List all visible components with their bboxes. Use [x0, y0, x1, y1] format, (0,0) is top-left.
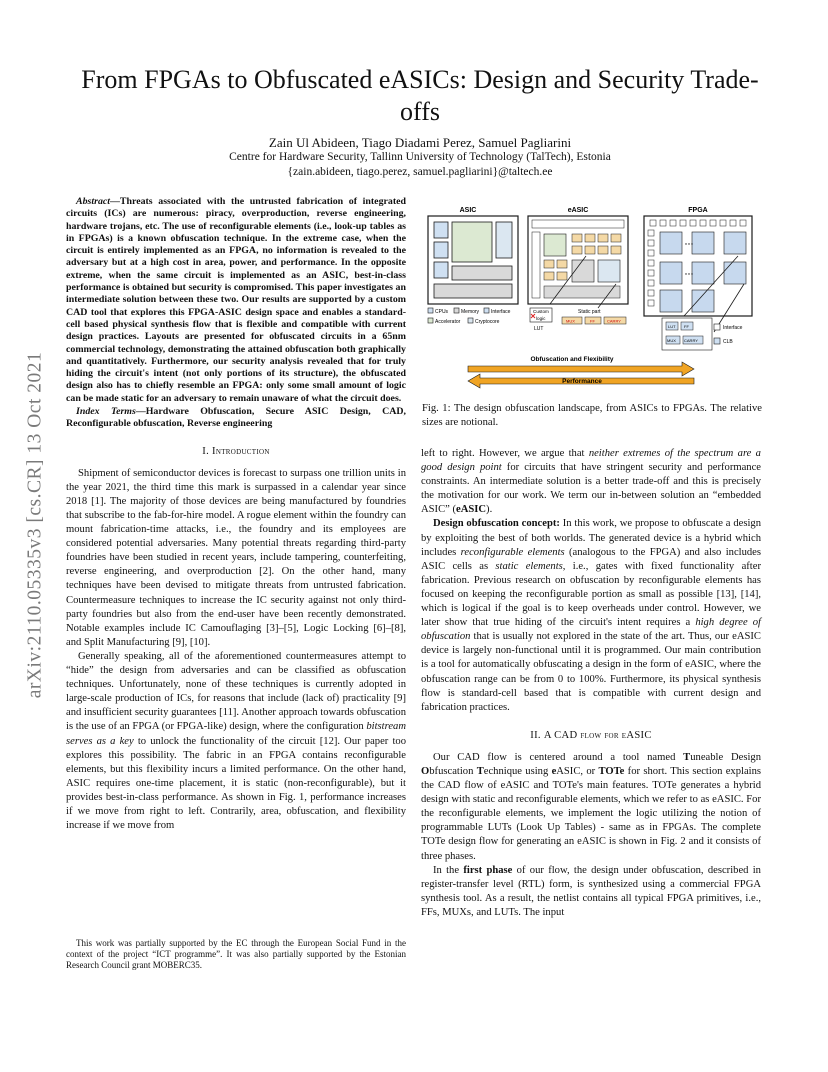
asic-legend	[428, 308, 511, 325]
io-pad	[670, 220, 676, 226]
svg-text:Static part: Static part	[578, 309, 601, 315]
design-obfuscation-concept-paragraph	[421, 517, 761, 714]
text-run-italic: neither extremes of the spectrum are a good design point	[421, 448, 761, 474]
svg-text:Accelerator: Accelerator	[435, 319, 461, 325]
section-number: II.	[530, 729, 544, 741]
section-title: Introduction	[212, 445, 270, 457]
text-run-bold: eASIC	[456, 504, 487, 516]
obfuscation-arrow	[468, 362, 694, 376]
footnote: This work was partially supported by the EC through the European Social Fund in the context of the project “ICT programme”. It was also partially supported by the Estonian Research Council grant MOBERC35.	[66, 938, 406, 971]
io-pad	[648, 230, 654, 236]
ellipsis-dot	[688, 243, 689, 244]
clb-block	[660, 290, 682, 312]
svg-text:CLB: CLB	[723, 339, 733, 345]
intro-paragraph-1: Shipment of semiconductor devices is forecast to surpass one trillion units in the year 2021, the third time this mark is surpassed in a calendar year since 2018 [1]. The majority of those devices are being manufactured by foundries that subscribe to the fab-for-hire model. A rogue element within the foundry can mount fabrication-time attacks, i.e., the foundry and its employees are considered potential adversaries. Many potential threats regarding third-party foundries have been studied in recent years, include tampering, counterfeiting, reverse engineering, and overproduction [2]. On the other hand, many techniques have been devised to mitigate threats from untrusted fabrication. Countermeasure techniques to increase the IC security against not only third-party foundries but also from the end-user have been recently demonstrated. Notable examples include IC Camouflaging [3]–[5], Logic Locking [6]–[8], and Split Manufacturing [9], [10].	[66, 467, 406, 648]
abstract	[66, 196, 406, 405]
right-column	[421, 447, 761, 920]
paper-authors: Zain Ul Abideen, Tiago Diadami Perez, Samuel Pagliarini	[268, 135, 572, 150]
cad-flow-paragraph	[421, 751, 761, 864]
io-pad	[648, 270, 654, 276]
svg-text:MUX: MUX	[667, 338, 676, 343]
svg-text:Custom: Custom	[533, 309, 549, 314]
text-run: In the	[433, 864, 464, 876]
clb-block	[692, 290, 714, 312]
text-run: echnique using	[483, 765, 552, 777]
abstract-lead: Abstract	[76, 196, 111, 207]
svg-text:CARRY: CARRY	[607, 318, 621, 324]
text-run-bold: e	[551, 765, 557, 777]
text-run-italic: reconfigurable elements	[460, 546, 565, 558]
left-column	[66, 196, 406, 833]
text-run: (analogous to the FPGA) and also includes ASIC cells as	[421, 546, 762, 572]
paper-title: From FPGAs to Obfuscated eASICs: Design and Security Trade-offs	[81, 65, 759, 126]
io-pad	[700, 220, 706, 226]
text-run: for short. This section explains the CAD flow of eASIC and TOTe's main features. TOTe generates a hybrid design with static and reconfigurable elements, which we refer to as eASIC. For the reconfigurable elements, we implement the logic utilizing the notion of programmable LUTs (Look Up Tables) - same as in FPGAs. The complete TOTe design flow for generating an eASIC is shown in Fig. 2 and it consists of three phases.	[421, 765, 762, 862]
clb-block	[660, 232, 682, 254]
right-paragraph-1	[421, 447, 761, 517]
clb-block	[692, 262, 714, 284]
text-run: , i.e., gates with fixed functionality after fabrication. Previous research on obfuscation by reconfigurable elements has focused on keeping the reconfigurable portion as small as possible [13], [14], which is logical if the goal is to keep overheads under control. However, we later show that true hiding of the circuit's intent requires a	[421, 560, 761, 629]
arxiv-identifier	[20, 295, 50, 755]
svg-text:Memory: Memory	[461, 309, 480, 315]
text-run: that is usually not explored in the state of the art. Thus, our eASIC device is largely non-functional until it is programmed. Our main contribution is a tool for automatically obfuscating a design in the form of eASIC, where the obfuscation range can be from 0 to 100%. Furthermore, its physical synthesis flow is standard-cell based that is compatible with current design and fabrication practices.	[421, 631, 761, 713]
io-pad	[730, 220, 736, 226]
svg-text:Interface: Interface	[723, 325, 743, 331]
text-run: ASIC, or	[556, 765, 599, 777]
text-run: left to right. However, we argue that	[421, 448, 589, 459]
clb-block	[660, 262, 682, 284]
first-phase-paragraph	[421, 864, 761, 920]
text-run: In this work, we propose to obfuscate a design by exploiting the best of both worlds. The generated device is a hybrid which includes	[421, 518, 761, 558]
intro-paragraph-2	[66, 650, 406, 833]
io-pad	[648, 250, 654, 256]
svg-text:CPUs: CPUs	[435, 309, 449, 315]
text-run: of our flow, the design under obfuscation, described in register-transfer level (RTL) form, is synthesized using a commercial FPGA synthesis tool. As a result, the netlist contains all typical FPGA primitives, i.e., FFs, MUXs, and LUTs. The input	[421, 864, 761, 918]
text-run-bold: O	[421, 765, 430, 777]
easic-labels	[530, 308, 626, 332]
fpga-detail	[662, 318, 743, 350]
svg-text:LUT: LUT	[668, 324, 676, 329]
text-run-italic: static elements	[495, 560, 563, 572]
io-pad	[648, 280, 654, 286]
io-pad	[648, 290, 654, 296]
io-pad	[660, 220, 666, 226]
ellipsis-dot	[685, 243, 686, 244]
clb-block	[724, 232, 746, 254]
arxiv-id-text: arXiv:2110.05335v3 [cs.CR] 13 Oct 2021	[24, 351, 45, 699]
io-pad	[740, 220, 746, 226]
io-pad	[648, 260, 654, 266]
abstract-text: —Threats associated with the untrusted fabrication of integrated circuits (ICs) are numerous: piracy, overproduction, reverse engineering, hardware trojans, etc. The use of reconfigurable elements (i.e., look-up tables as in FPGAs) is a known obfuscation technique. In the extreme case, when the circuit is entirely implemented as an FPGA, no information is revealed to the adversary but at a high cost in area, power, and performance. In the opposite extreme, when the same circuit is implemented as an ASIC, best-in-class performance is obtained but security is compromised. This paper investigates an intermediate solution between these two. Our results are supported by a custom CAD tool that explores this FPGA-ASIC design space and enables a standard-cell based physical synthesis flow that is flexible and compatible with current design practices. Layouts are presented for obfuscated circuits in a 65nm commercial technology, demonstrating the attained obfuscation both graphically and quantitatively. Furthermore, our security analysis revealed that for truly hiding the circuit's intent (not only portions of its structure), the obfuscated design also has to chiefly resemble an FPGA: only some small amount of logic can be made static for an adversary to remain unaware of what the circuit does.	[66, 196, 406, 404]
figure-1-caption: Fig. 1: The design obfuscation landscape, from ASICs to FPGAs. The relative sizes are notional.	[422, 403, 762, 428]
text-run: bfuscation	[429, 765, 477, 777]
clb-block	[724, 262, 746, 284]
svg-text:Interface: Interface	[491, 309, 511, 315]
ellipsis-dot	[691, 273, 692, 274]
text-run: for circuits that have stringent security and performance constraints. An intermediate solution is a better trade-off and this is precisely the motivation for our work. We term our in-between solution an “embedded ASIC” (	[421, 462, 762, 516]
text-run: ).	[486, 504, 493, 516]
text-run-bold: Design obfuscation concept:	[433, 518, 560, 530]
index-terms-lead: Index Terms	[76, 406, 136, 418]
svg-text:FF: FF	[684, 324, 689, 329]
easic-label: eASIC	[567, 207, 589, 214]
index-terms	[66, 406, 406, 431]
text-run-bold: TOTe	[598, 765, 625, 777]
text-run: Generally speaking, all of the aforementioned countermeasures attempt to “hide” the design from adversaries and can be classified as obfuscation techniques. Unfortunately, none of these techniques is currently adopted in large-scale production of ICs, for reasons that include (lack of) practicality [9] and insufficient security guarantees [11]. Another approach towards obfuscation is the use of an FPGA (or FPGA-like) design, where the configuration	[66, 650, 406, 733]
section-heading-cad-flow	[421, 729, 761, 743]
text-run-bold: T	[683, 751, 691, 763]
text-run-bold: first phase	[463, 864, 513, 876]
asic-label: ASIC	[459, 207, 477, 214]
obfuscation-landscape-diagram	[422, 204, 762, 396]
io-pad	[648, 300, 654, 306]
ellipsis-dot	[691, 243, 692, 244]
io-pad	[648, 240, 654, 246]
author-affiliation: Centre for Hardware Security, Tallinn University of Technology (TalTech), Estonia	[229, 151, 611, 163]
fpga-label: FPGA	[688, 207, 708, 214]
clb-block	[692, 232, 714, 254]
performance-label: Performance	[562, 378, 602, 385]
io-pad	[710, 220, 716, 226]
svg-text:Cryptocore: Cryptocore	[475, 319, 500, 325]
section-number: I.	[202, 445, 213, 457]
index-terms-text: —Hardware Obfuscation, Secure ASIC Design, CAD, Reconfigurable obfuscation, Reverse engineering	[66, 406, 407, 430]
text-run: to unlock the functionality of the circuit [12]. Our paper too explores this possibility. The fabric in an FPGA contains reconfigurable elements, but this flexibility incurs a limited performance. On the other hand, ASIC requires one-time placement, it is static (non-reconfigurable), but it provides best-in-class performance. As shown in Fig. 1, performance increases if we move from right to left. Contrarily, area, obfuscation, and flexibility increase if we move from	[66, 735, 406, 832]
section-heading-introduction	[66, 445, 406, 459]
io-pad	[720, 220, 726, 226]
svg-text:FF: FF	[590, 318, 595, 324]
svg-text:MUX: MUX	[566, 318, 575, 324]
text-run: Our CAD flow is centered around a tool named	[433, 751, 684, 763]
ellipsis-dot	[685, 273, 686, 274]
text-run: uneable Design	[690, 751, 761, 763]
io-pad	[650, 220, 656, 226]
section-title: A CAD flow for eASIC	[543, 729, 652, 741]
text-run-italic: bitstream serves as a key	[66, 721, 406, 747]
author-emails: {zain.abideen, tiago.perez, samuel.pagliarini}@taltech.ee	[287, 166, 553, 178]
text-run-bold: T	[476, 765, 484, 777]
svg-text:LUT: LUT	[534, 326, 544, 332]
svg-text:logic: logic	[536, 316, 546, 321]
io-pad	[690, 220, 696, 226]
io-pad	[680, 220, 686, 226]
svg-text:CARRY: CARRY	[684, 338, 698, 343]
ellipsis-dot	[688, 273, 689, 274]
obfuscation-flexibility-label: Obfuscation and Flexibility	[530, 356, 614, 363]
text-run-italic: high degree of obfuscation	[421, 617, 761, 643]
figure-1	[422, 204, 762, 396]
